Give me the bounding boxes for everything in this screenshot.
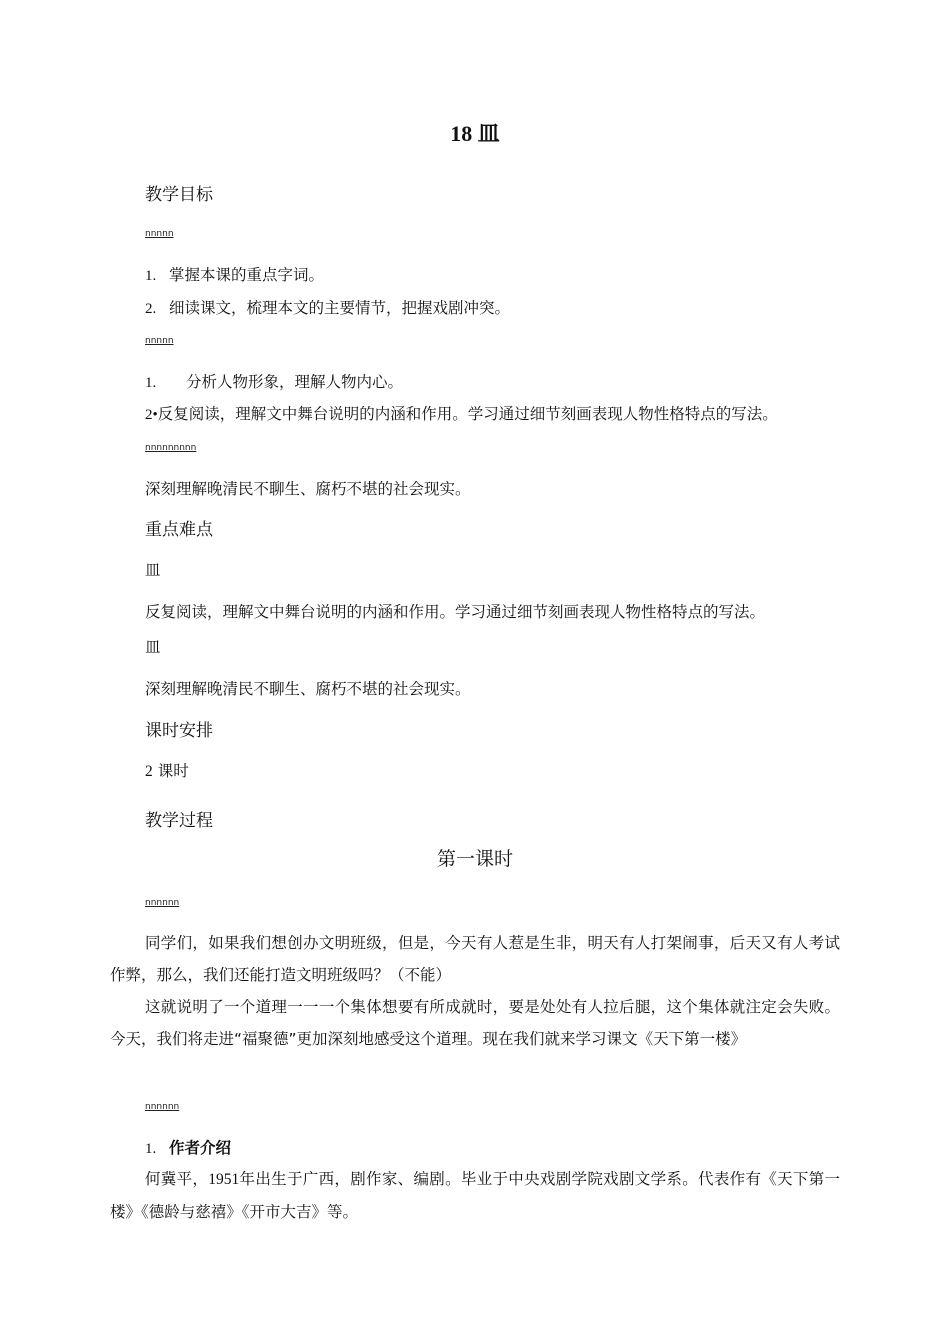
- author-year: 1951: [208, 1171, 240, 1188]
- list-number: 2.: [145, 301, 157, 317]
- list-item: [145, 370, 403, 392]
- list-number: 1.: [145, 375, 157, 391]
- list-text: 细读课文，梳理本文的主要情节，把握戏剧冲突。: [169, 299, 511, 317]
- objectives-heading: 教学目标: [145, 185, 213, 205]
- author-text-b: 年出生于广西，剧作家、编剧。毕业于中央戏剧学院戏剧文学系。代表作有《天下第一楼》《德龄与慈禧》《开市大吉》等。: [110, 1170, 840, 1221]
- document-title: 18 皿: [450, 121, 500, 146]
- section-marker: nnnnnnnnn: [145, 443, 197, 453]
- list-item: [145, 296, 510, 318]
- schedule-unit: 课时: [157, 762, 189, 780]
- author-text-a: 何冀平，: [145, 1170, 209, 1188]
- author-heading: 作者介绍: [169, 1139, 232, 1157]
- list-text: 分析人物形象，理解人物内心。: [186, 373, 404, 391]
- schedule-heading: 课时安排: [145, 721, 213, 741]
- list-number: 1.: [145, 268, 157, 284]
- objective-text: 深刻理解晚清民不聊生、腐朽不堪的社会现实。: [145, 480, 471, 498]
- list-text: 反复阅读，理解文中舞台说明的内涵和作用。学习通过细节刻画表现人物性格特点的写法。: [157, 405, 778, 423]
- difficulty-text: 深刻理解晚清民不聊生、腐朽不堪的社会现实。: [145, 680, 471, 698]
- difficulty-label: 皿: [145, 638, 161, 656]
- key-point-text: 反复阅读，理解文中舞台说明的内涵和作用。学习通过细节刻画表现人物性格特点的写法。: [145, 603, 766, 621]
- list-item: [145, 402, 778, 424]
- list-number: 1.: [145, 1141, 157, 1157]
- intro-paragraph-2: 这就说明了一个道理一一一个集体想要有所成就时，要是处处有人拉后腿，这个集体就注定会失败。今天，我们将走进“福聚德”更加深刻地感受这个道理。现在我们就来学习课文《天下第一楼》: [110, 998, 840, 1048]
- section-marker: nnnnn: [145, 336, 174, 346]
- key-points-heading: 重点难点: [145, 520, 213, 540]
- intro-paragraph-1: 同学们，如果我们想创办文明班级，但是，今天有人惹是生非，明天有人打架闹事，后天又有人考试作弊，那么，我们还能打造文明班级吗？（不能）: [110, 934, 840, 984]
- author-paragraph: [110, 1163, 840, 1228]
- key-point-label: 皿: [145, 561, 161, 579]
- process-heading: 教学过程: [145, 811, 213, 831]
- section-marker: nnnnnn: [145, 1102, 180, 1112]
- list-text: 掌握本课的重点字词。: [169, 266, 325, 284]
- section-marker: nnnnnn: [145, 898, 180, 908]
- list-item: [145, 263, 324, 285]
- section-marker: nnnnn: [145, 229, 174, 239]
- schedule-number: 2: [145, 763, 153, 780]
- lesson-title: 第一课时: [436, 848, 513, 870]
- list-number: 2•: [145, 407, 158, 423]
- schedule-text: [145, 759, 189, 781]
- author-heading-row: [145, 1136, 231, 1158]
